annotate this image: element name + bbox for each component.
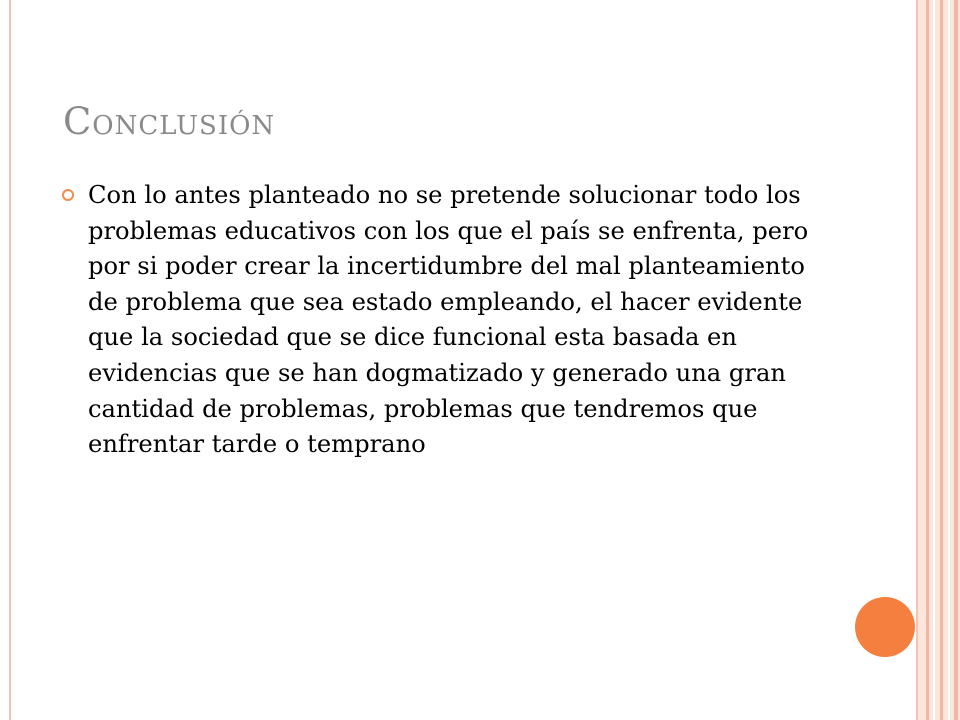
bullet-item (62, 178, 842, 463)
slide-title: Conclusión (63, 100, 276, 143)
stripe (933, 0, 935, 720)
circle-bullet-icon (62, 189, 74, 201)
stripe (948, 0, 950, 720)
bullet-text: Con lo antes planteado no se pretende solucionar todo los problemas educativos con los que el país se enfrenta, pero por si poder crear la incertidumbre del mal planteamiento de problema que sea estado empleando, el hacer evidente que la sociedad que se dice funcional esta basada en evidencias que se han dogmatizado y generado una gran cantidad de problemas, problemas que tendremos que enfrentar tarde o temprano (88, 181, 809, 459)
stripe (954, 0, 958, 720)
stripe (940, 0, 943, 720)
slide-content (62, 178, 842, 463)
orange-circle-decoration (855, 597, 915, 657)
stripe (926, 0, 929, 720)
